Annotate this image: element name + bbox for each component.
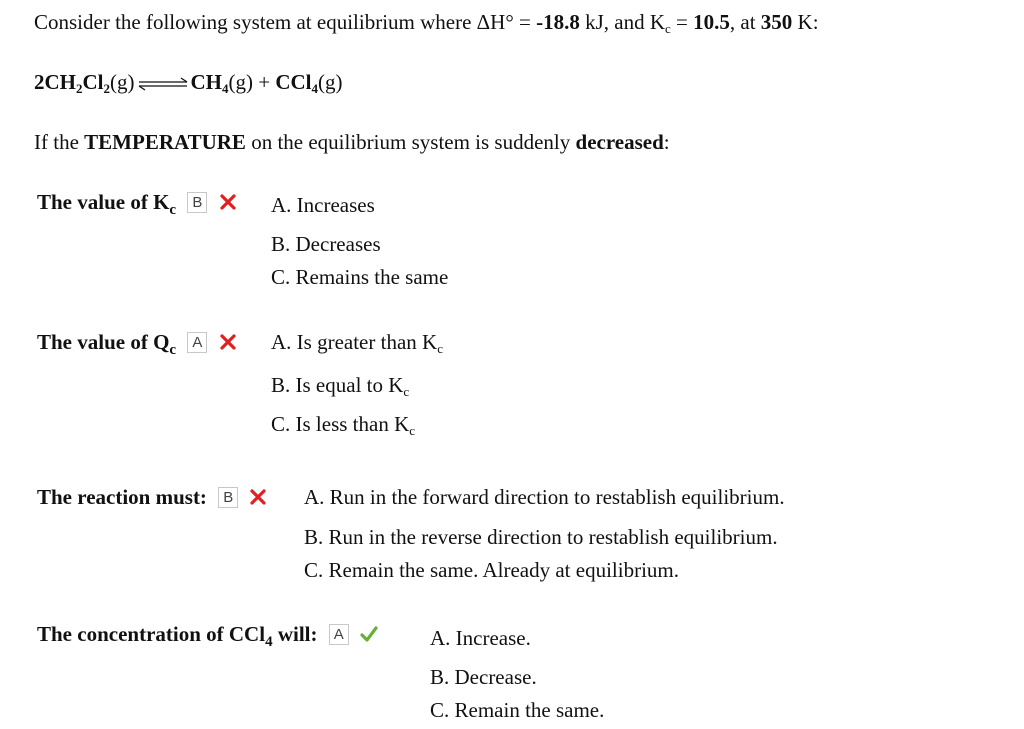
equilibrium-arrows-icon bbox=[137, 77, 189, 91]
x-mark-icon bbox=[219, 193, 237, 211]
question-ccl4-label: The concentration of CCl$_4$ will: A bbox=[37, 622, 378, 647]
question-kc-label: The value of $K_c$ B bbox=[37, 190, 237, 215]
option-item: C. Remains the same bbox=[271, 265, 449, 289]
question-reaction-label: The reaction must: B bbox=[37, 485, 267, 510]
question-qc-label: The value of $Q_c$ A bbox=[37, 330, 237, 355]
option-item: A. Increase. bbox=[430, 626, 531, 650]
option-item: B. Is equal to $K_c$ bbox=[271, 373, 410, 399]
condition-text: If the TEMPERATURE on the equilibrium system is suddenly decreased: bbox=[34, 130, 670, 154]
option-item: C. Remain the same. bbox=[430, 698, 605, 722]
check-mark-icon bbox=[360, 625, 378, 643]
answer-select[interactable]: A bbox=[329, 624, 349, 645]
option-item: B. Decreases bbox=[271, 232, 381, 256]
option-item: A. Is greater than $K_c$ bbox=[271, 330, 443, 356]
answer-select[interactable]: A bbox=[187, 332, 207, 353]
option-item: A. Increases bbox=[271, 193, 375, 217]
option-item: C. Is less than $K_c$ bbox=[271, 412, 416, 438]
intro-text: Consider the following system at equilibrium where ΔH° = -18.8 kJ, and $K_c = 10.5$, at 350 K: bbox=[34, 10, 819, 36]
x-mark-icon bbox=[249, 488, 267, 506]
option-item: C. Remain the same. Already at equilibrium. bbox=[304, 558, 679, 582]
option-item: B. Decrease. bbox=[430, 665, 537, 689]
answer-select[interactable]: B bbox=[187, 192, 207, 213]
reaction-equation: $2CH_2Cl_2(g) CH_4(g) + CCl_4(g)$ bbox=[34, 70, 343, 96]
x-mark-icon bbox=[219, 333, 237, 351]
option-item: B. Run in the reverse direction to restablish equilibrium. bbox=[304, 525, 778, 549]
answer-select[interactable]: B bbox=[218, 487, 238, 508]
option-item: A. Run in the forward direction to restablish equilibrium. bbox=[304, 485, 785, 509]
